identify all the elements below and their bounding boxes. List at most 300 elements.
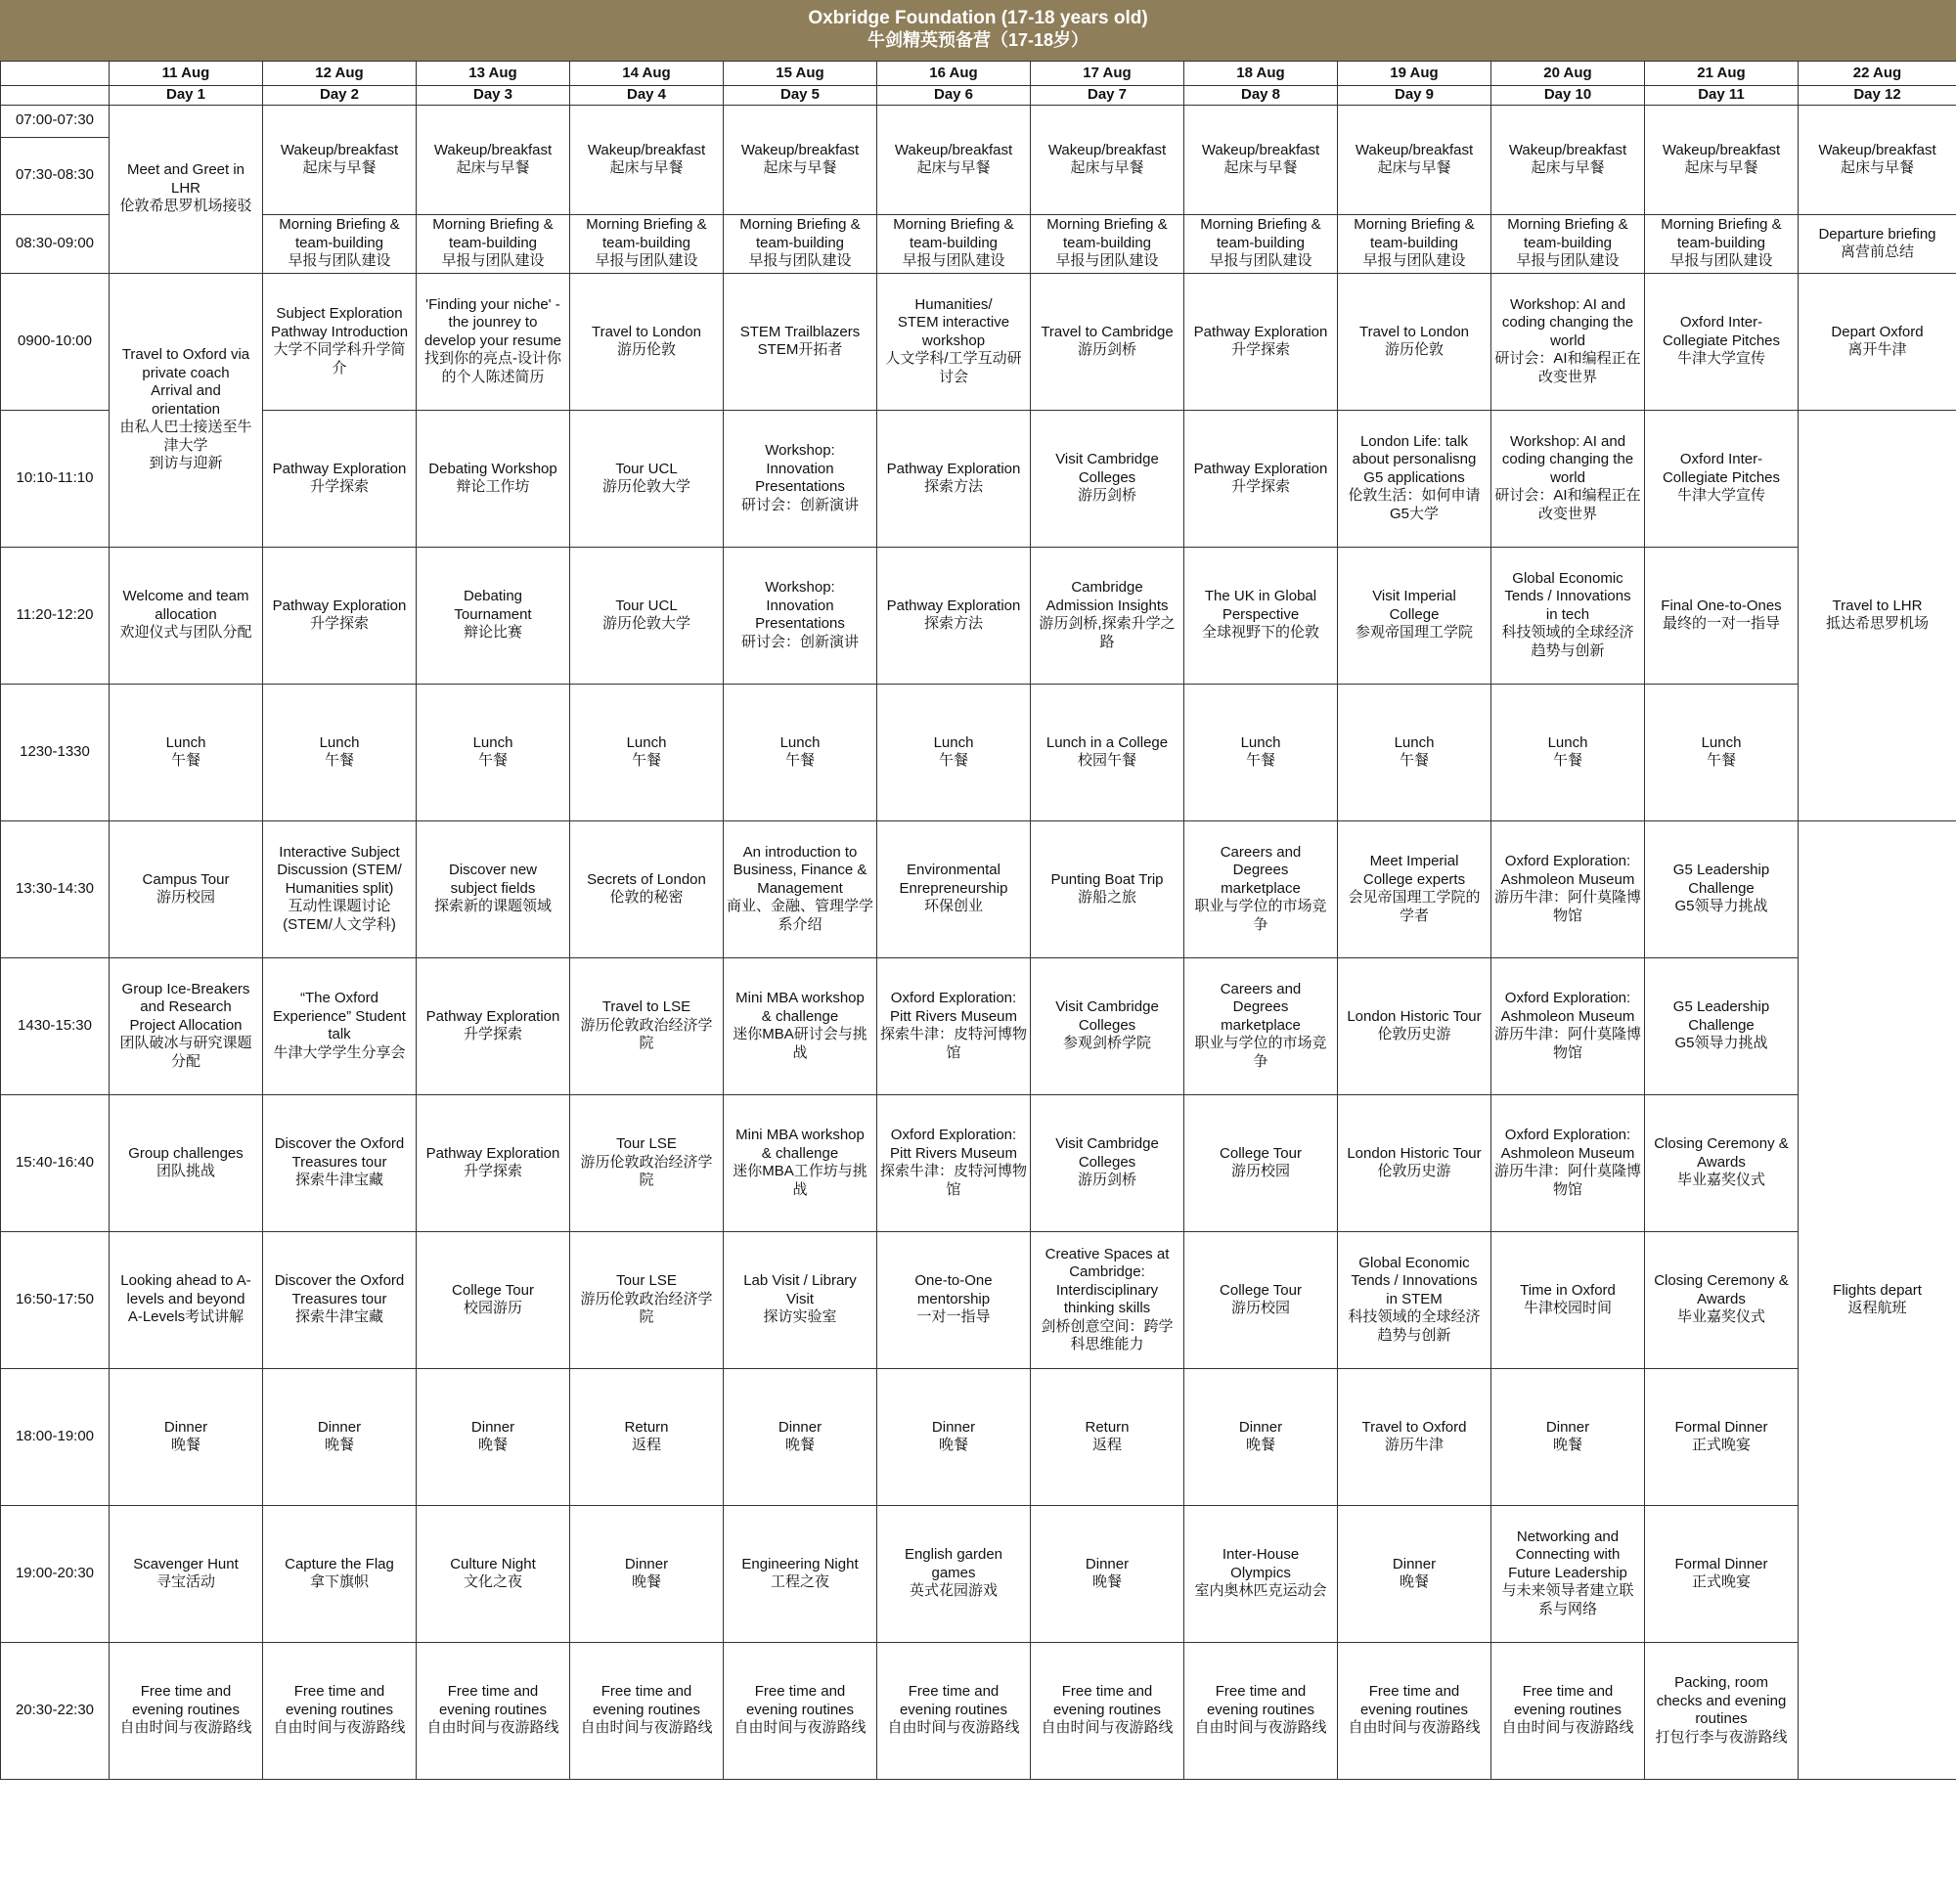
- activity-cell: [1031, 410, 1184, 547]
- activity-line: Lunch: [165, 733, 206, 751]
- activity-line: 晚餐: [477, 1437, 508, 1453]
- activity-cell: [724, 1505, 877, 1642]
- activity-line: 职业与学位的市场竞: [1194, 898, 1327, 915]
- activity-line: in STEM: [1386, 1290, 1443, 1307]
- activity-line: Dinner: [931, 1418, 976, 1436]
- activity-line: STEM开拓者: [757, 341, 843, 358]
- activity-line: 早报与团队建设: [1516, 252, 1620, 270]
- time-slot-row: [1, 105, 1956, 137]
- activity-line: Travel to Cambridge: [1041, 323, 1174, 340]
- activity-line: Final One-to-Ones: [1661, 597, 1782, 614]
- activity-line: A-Levels考试讲解: [127, 1308, 244, 1326]
- activity-cell: [877, 684, 1031, 820]
- activity-line: Free time and: [1522, 1683, 1614, 1701]
- activity-line: London Life: talk: [1359, 432, 1469, 450]
- activity-line: 分配: [170, 1052, 200, 1070]
- activity-line: 起床与早餐: [916, 159, 991, 176]
- activity-line: One-to-One: [914, 1272, 993, 1290]
- activity-cell: [877, 1094, 1031, 1231]
- activity-line: Flights depart: [1833, 1281, 1922, 1299]
- day-number-header: Day 10: [1491, 86, 1645, 106]
- activity-line: 升学探索: [1230, 478, 1290, 495]
- activity-line: Tour UCL: [615, 597, 678, 614]
- activity-line: Pathway Exploration: [1193, 460, 1328, 477]
- activity-line: Return: [624, 1418, 669, 1436]
- activity-cell: [877, 273, 1031, 410]
- activity-line: 游历伦敦政治经济学: [580, 1153, 713, 1171]
- activity-line: Experience” Student: [273, 1007, 406, 1025]
- activity-line: Colleges: [1078, 1153, 1136, 1171]
- activity-line: evening routines: [1206, 1701, 1315, 1718]
- schedule-title-cn: 牛剑精英预备营（17-18岁）: [867, 30, 1089, 50]
- activity-line: evening routines: [131, 1701, 241, 1718]
- activity-line: 牛津大学学生分享会: [273, 1043, 406, 1061]
- activity-cell: [110, 1094, 263, 1231]
- activity-line: Collegiate Pitches: [1662, 332, 1781, 349]
- activity-cell: [1491, 1642, 1645, 1779]
- activity-line: (STEM/人文学科): [283, 915, 396, 933]
- time-slot-row: [1, 410, 1956, 547]
- activity-line: private coach: [142, 364, 230, 381]
- activity-line: Group challenges: [128, 1144, 244, 1162]
- activity-line: Free time and: [908, 1683, 1000, 1701]
- activity-line: Lunch: [1394, 733, 1435, 751]
- activity-line: Free time and: [600, 1683, 692, 1701]
- activity-cell: [570, 1231, 724, 1368]
- activity-line: 一对一指导: [916, 1308, 991, 1326]
- activity-cell: [877, 1368, 1031, 1505]
- activity-line: Tour LSE: [616, 1135, 677, 1153]
- activity-cell: [1491, 820, 1645, 957]
- activity-line: marketplace: [1221, 1016, 1301, 1034]
- activity-line: Culture Night: [450, 1555, 536, 1572]
- activity-line: Innovation: [766, 460, 834, 477]
- activity-cell: [877, 214, 1031, 273]
- activity-line: 午餐: [1399, 752, 1429, 769]
- activity-line: 会见帝国理工学院的: [1348, 889, 1481, 906]
- activity-line: team-building: [1676, 234, 1766, 251]
- day-number-header: Day 2: [263, 86, 417, 106]
- activity-line: Oxford Exploration:: [1504, 990, 1631, 1006]
- activity-cell: [1645, 214, 1799, 273]
- activity-line: English garden: [904, 1546, 1003, 1564]
- activity-line: 院: [639, 1308, 654, 1326]
- day-date-header: 22 Aug: [1799, 62, 1956, 86]
- activity-cell: [110, 547, 263, 684]
- activity-line: 系介绍: [778, 915, 822, 933]
- activity-line: 返程航班: [1847, 1300, 1907, 1316]
- activity-line: 自由时间与夜游路线: [1501, 1719, 1634, 1737]
- activity-cell: [724, 273, 877, 410]
- activity-line: Business, Finance &: [733, 862, 867, 879]
- activity-line: Punting Boat Trip: [1050, 870, 1164, 888]
- activity-line: Travel to LHR: [1832, 597, 1923, 614]
- activity-line: Dinner: [624, 1555, 669, 1572]
- activity-line: 毕业嘉奖仪式: [1676, 1172, 1765, 1189]
- activity-cell: [1645, 410, 1799, 547]
- activity-line: 馆: [946, 1180, 961, 1198]
- activity-cell: [877, 1505, 1031, 1642]
- activity-line: Morning Briefing &: [1354, 216, 1475, 234]
- activity-line: evening routines: [438, 1701, 548, 1718]
- time-slot-label: 19:00-20:30: [1, 1505, 110, 1642]
- activity-line: Challenge: [1688, 1016, 1755, 1034]
- activity-line: 自由时间与夜游路线: [734, 1719, 867, 1737]
- activity-line: Humanities/: [914, 295, 993, 313]
- activity-line: games: [931, 1564, 976, 1581]
- activity-line: 晚餐: [784, 1437, 815, 1453]
- activity-line: 人文学科/工学互动研: [885, 350, 1022, 368]
- activity-line: Lab Visit / Library: [743, 1272, 857, 1290]
- activity-line: College Tour: [1220, 1144, 1302, 1162]
- activity-line: 升学探索: [463, 1026, 522, 1042]
- activity-line: Workshop:: [765, 579, 835, 596]
- activity-cell: [570, 105, 724, 214]
- activity-line: Pitt Rivers Museum: [889, 1144, 1018, 1162]
- activity-line: checks and evening: [1656, 1692, 1787, 1709]
- activity-line: 自由时间与夜游路线: [119, 1719, 252, 1737]
- activity-line: Mini MBA workshop: [735, 1127, 865, 1143]
- time-slot-label: 08:30-09:00: [1, 214, 110, 273]
- activity-line: Discover the Oxford: [274, 1272, 405, 1290]
- activity-line: 返程: [631, 1437, 661, 1453]
- activity-line: “The Oxford: [299, 990, 379, 1006]
- activity-line: Pathway Exploration: [886, 460, 1021, 477]
- activity-line: Free time and: [1061, 1683, 1153, 1701]
- activity-line: evening routines: [285, 1701, 394, 1718]
- activity-line: world: [1550, 468, 1585, 486]
- activity-cell: [1031, 1231, 1184, 1368]
- activity-line: Cambridge: [1071, 579, 1143, 596]
- activity-line: Treasures tour: [291, 1290, 387, 1307]
- activity-line: 起床与早餐: [1684, 159, 1758, 176]
- activity-cell: [1031, 273, 1184, 410]
- activity-line: 战: [792, 1180, 808, 1198]
- activity-cell: [263, 1368, 417, 1505]
- activity-cell: [570, 547, 724, 684]
- activity-line: 伦敦历史游: [1377, 1163, 1451, 1179]
- activity-line: 游历剑桥: [1077, 341, 1136, 358]
- activity-line: Cambridge:: [1069, 1263, 1145, 1280]
- activity-cell: [1645, 105, 1799, 214]
- activity-line: 毕业嘉奖仪式: [1676, 1308, 1765, 1326]
- activity-line: 升学探索: [1230, 341, 1290, 358]
- activity-line: allocation: [155, 605, 217, 623]
- time-slot-label: 07:30-08:30: [1, 137, 110, 214]
- activity-line: Dinner: [778, 1418, 822, 1436]
- activity-cell: [1491, 105, 1645, 214]
- activity-line: Debating Workshop: [428, 460, 557, 477]
- activity-line: evening routines: [1052, 1701, 1162, 1718]
- activity-line: and Research: [140, 998, 232, 1016]
- activity-line: 起床与早餐: [1223, 159, 1298, 176]
- activity-line: Workshop: AI and: [1509, 432, 1626, 450]
- activity-line: Degrees: [1232, 998, 1289, 1016]
- activity-line: Wakeup/breakfast: [1355, 141, 1474, 158]
- time-slot-label: 15:40-16:40: [1, 1094, 110, 1231]
- activity-line: Subject Exploration: [276, 305, 403, 322]
- day-date-header: 17 Aug: [1031, 62, 1184, 86]
- activity-cell: [1645, 1094, 1799, 1231]
- activity-line: Depart Oxford: [1831, 323, 1924, 340]
- activity-line: College experts: [1362, 870, 1466, 888]
- activity-cell: [1184, 214, 1338, 273]
- activity-cell: [263, 410, 417, 547]
- activity-line: world: [1550, 332, 1585, 349]
- day-date-header: 18 Aug: [1184, 62, 1338, 86]
- time-slot-row: [1, 957, 1956, 1094]
- activity-cell: [570, 957, 724, 1094]
- activity-cell: [724, 1368, 877, 1505]
- activity-line: Pathway Exploration: [272, 460, 407, 477]
- activity-line: 晚餐: [1399, 1573, 1429, 1590]
- activity-line: 起床与早餐: [1377, 159, 1451, 176]
- activity-line: G5领导力挑战: [1674, 1035, 1768, 1052]
- activity-line: 校园午餐: [1077, 752, 1136, 769]
- activity-line: Treasures tour: [291, 1153, 387, 1171]
- activity-line: STEM Trailblazers: [739, 323, 861, 340]
- activity-line: Management: [757, 879, 843, 897]
- activity-cell: [570, 684, 724, 820]
- activity-cell: [1645, 820, 1799, 957]
- activity-line: 游历伦敦: [1384, 341, 1444, 358]
- activity-cell: [110, 1231, 263, 1368]
- activity-line: 改变世界: [1537, 368, 1597, 385]
- activity-line: about personalisng: [1352, 451, 1477, 468]
- activity-cell: [263, 1505, 417, 1642]
- activity-cell: [1338, 1505, 1491, 1642]
- activity-cell: [1184, 547, 1338, 684]
- activity-line: Dinner: [1392, 1555, 1437, 1572]
- activity-line: Presentations: [755, 478, 845, 495]
- activity-line: Tournament: [454, 605, 532, 623]
- activity-line: 起床与早餐: [1531, 159, 1605, 176]
- activity-line: 文化之夜: [463, 1573, 522, 1590]
- activity-line: 午餐: [1552, 752, 1582, 769]
- activity-cell: [1645, 547, 1799, 684]
- activity-line: 室内奥林匹克运动会: [1194, 1582, 1327, 1600]
- activity-line: Perspective: [1222, 605, 1300, 623]
- day-date-header: 20 Aug: [1491, 62, 1645, 86]
- activity-line: Free time and: [140, 1683, 232, 1701]
- time-slot-label: 11:20-12:20: [1, 547, 110, 684]
- activity-line: Group Ice-Breakers: [121, 980, 250, 997]
- activity-line: 系与网络: [1537, 1600, 1597, 1617]
- activity-cell: [1031, 957, 1184, 1094]
- activity-line: Discussion (STEM/: [277, 862, 402, 879]
- activity-line: 游历伦敦大学: [601, 615, 690, 632]
- activity-line: LHR: [170, 179, 200, 197]
- activity-line: Arrival and: [151, 382, 221, 400]
- activity-cell: [1491, 214, 1645, 273]
- activity-line: 最终的一对一指导: [1662, 615, 1780, 632]
- activity-line: Welcome and team: [122, 588, 249, 605]
- activity-line: 研讨会：AI和编程正在: [1494, 350, 1641, 368]
- activity-line: team-building: [755, 234, 845, 251]
- activity-cell: [417, 547, 570, 684]
- activity-line: Engineering Night: [741, 1555, 859, 1572]
- activity-cell: [724, 410, 877, 547]
- activity-line: 自由时间与夜游路线: [580, 1719, 713, 1737]
- activity-line: Careers and: [1220, 980, 1302, 997]
- activity-line: Humanities split): [285, 879, 394, 897]
- activity-line: orientation: [151, 400, 221, 418]
- activity-line: team-building: [1216, 234, 1306, 251]
- activity-line: Future Leadership: [1508, 1564, 1627, 1581]
- activity-cell: [417, 1642, 570, 1779]
- activity-line: 剑桥创意空间：跨学: [1041, 1317, 1174, 1335]
- activity-line: evening routines: [745, 1701, 855, 1718]
- activity-line: 自由时间与夜游路线: [273, 1719, 406, 1737]
- activity-line: Oxford Exploration:: [890, 990, 1017, 1006]
- activity-line: Morning Briefing &: [1507, 216, 1628, 234]
- activity-line: 返程: [1091, 1437, 1122, 1453]
- activity-cell: [877, 547, 1031, 684]
- time-slot-row: [1, 547, 1956, 684]
- activity-line: 早报与团队建设: [748, 252, 852, 270]
- activity-cell: [110, 1505, 263, 1642]
- activity-line: Pathway Exploration: [425, 1144, 560, 1162]
- activity-line: 探索方法: [923, 615, 983, 632]
- time-slot-label: 13:30-14:30: [1, 820, 110, 957]
- activity-line: Lunch: [779, 733, 821, 751]
- activity-cell: [1031, 1368, 1184, 1505]
- activity-cell: [110, 957, 263, 1094]
- activity-cell: [110, 820, 263, 957]
- day-number-header: Day 4: [570, 86, 724, 106]
- activity-line: 游历校园: [1230, 1300, 1290, 1316]
- activity-line: 升学探索: [463, 1163, 522, 1179]
- activity-line: 研讨会：创新演讲: [740, 496, 859, 513]
- activity-line: 离营前总结: [1840, 244, 1914, 260]
- activity-line: 物馆: [1552, 1043, 1582, 1061]
- activity-line: 午餐: [477, 752, 508, 769]
- activity-line: Visit Cambridge: [1055, 998, 1159, 1016]
- activity-line: 路: [1099, 633, 1115, 650]
- activity-line: 探索牛津：皮特河博物: [880, 1026, 1028, 1042]
- activity-line: Campus Tour: [142, 870, 230, 888]
- day-number-header: Day 11: [1645, 86, 1799, 106]
- time-slot-label: 10:10-11:10: [1, 410, 110, 547]
- activity-cell: [1184, 1505, 1338, 1642]
- activity-line: 辩论比赛: [463, 624, 522, 642]
- activity-cell: [1031, 684, 1184, 820]
- activity-line: 早报与团队建设: [441, 252, 545, 270]
- activity-line: Meet and Greet in: [126, 161, 245, 179]
- activity-line: 探索牛津：皮特河博物: [880, 1163, 1028, 1179]
- activity-line: Travel to LSE: [601, 998, 691, 1016]
- activity-line: 午餐: [170, 752, 200, 769]
- activity-line: 自由时间与夜游路线: [887, 1719, 1020, 1737]
- activity-line: Wakeup/breakfast: [1662, 141, 1781, 158]
- activity-line: Careers and: [1220, 843, 1302, 861]
- activity-line: Lunch: [1240, 733, 1281, 751]
- activity-line: Innovation: [766, 597, 834, 614]
- activity-line: 午餐: [1245, 752, 1275, 769]
- activity-cell: [110, 1368, 263, 1505]
- activity-line: 抵达希思罗机场: [1825, 615, 1929, 632]
- activity-line: Morning Briefing &: [586, 216, 707, 234]
- activity-cell: [1031, 1505, 1184, 1642]
- activity-line: Admission Insights: [1045, 597, 1169, 614]
- activity-line: & challenge: [761, 1007, 839, 1025]
- activity-line: College Tour: [452, 1281, 534, 1299]
- activity-cell: [110, 1642, 263, 1779]
- time-slot-row: [1, 684, 1956, 820]
- activity-cell: [1491, 1368, 1645, 1505]
- activity-cell: [877, 1231, 1031, 1368]
- activity-cell: [1338, 1094, 1491, 1231]
- time-slot-row: [1, 1368, 1956, 1505]
- day-number-header: Day 5: [724, 86, 877, 106]
- activity-cell: [877, 1642, 1031, 1779]
- activity-cell: [110, 105, 263, 273]
- activity-cell: [1338, 820, 1491, 957]
- activity-line: 早报与团队建设: [288, 252, 391, 270]
- activity-line: 起床与早餐: [302, 159, 377, 176]
- activity-line: Free time and: [293, 1683, 385, 1701]
- activity-cell: [1338, 273, 1491, 410]
- activity-line: 离开牛津: [1847, 341, 1907, 358]
- activity-line: Departure briefing: [1818, 225, 1936, 243]
- time-slot-label: 1430-15:30: [1, 957, 110, 1094]
- activity-cell: [1184, 410, 1338, 547]
- day-date-header: 19 Aug: [1338, 62, 1491, 86]
- activity-cell: [1031, 105, 1184, 214]
- activity-line: 讨会: [938, 368, 968, 385]
- activity-line: 商业、金融、管理学学: [727, 898, 874, 915]
- activity-line: team-building: [909, 234, 999, 251]
- activity-line: Wakeup/breakfast: [280, 141, 399, 158]
- activity-line: Ashmoleon Museum: [1500, 870, 1635, 888]
- time-slot-label: 16:50-17:50: [1, 1231, 110, 1368]
- activity-line: Travel to London: [591, 323, 702, 340]
- activity-line: levels and beyond: [126, 1290, 245, 1307]
- activity-line: Wakeup/breakfast: [894, 141, 1013, 158]
- activity-line: Collegiate Pitches: [1662, 468, 1781, 486]
- activity-line: 物馆: [1552, 907, 1582, 924]
- activity-cell: [877, 410, 1031, 547]
- time-slot-label: 07:00-07:30: [1, 105, 110, 137]
- activity-line: 午餐: [324, 752, 354, 769]
- activity-line: Capture the Flag: [285, 1555, 394, 1572]
- activity-line: Lunch: [472, 733, 513, 751]
- activity-line: Inter-House: [1222, 1546, 1300, 1564]
- activity-line: Interdisciplinary: [1055, 1281, 1159, 1299]
- activity-line: Creative Spaces at: [1045, 1245, 1170, 1262]
- activity-line: 到访与迎新: [149, 455, 223, 472]
- activity-line: 游历牛津：阿什莫隆博: [1494, 1026, 1642, 1042]
- activity-line: College Tour: [1220, 1281, 1302, 1299]
- activity-cell: [1491, 1231, 1645, 1368]
- activity-cell: [570, 820, 724, 957]
- activity-line: Wakeup/breakfast: [1818, 141, 1936, 158]
- activity-line: 校园游历: [463, 1300, 522, 1316]
- activity-line: 寻宝活动: [156, 1573, 215, 1590]
- activity-line: 牛津大学宣传: [1676, 350, 1765, 368]
- activity-line: Travel to Oxford via: [121, 346, 250, 364]
- activity-line: Visit Imperial: [1372, 588, 1456, 605]
- activity-line: Wakeup/breakfast: [1047, 141, 1167, 158]
- activity-line: 游历牛津：阿什莫隆博: [1494, 1163, 1642, 1179]
- activity-cell: [1491, 957, 1645, 1094]
- activity-line: 科思维能力: [1070, 1336, 1144, 1352]
- activity-line: 团队挑战: [156, 1163, 215, 1179]
- activity-line: Formal Dinner: [1674, 1418, 1768, 1436]
- activity-line: thinking skills: [1063, 1300, 1151, 1316]
- activity-line: Morning Briefing &: [279, 216, 400, 234]
- activity-line: Free time and: [754, 1683, 846, 1701]
